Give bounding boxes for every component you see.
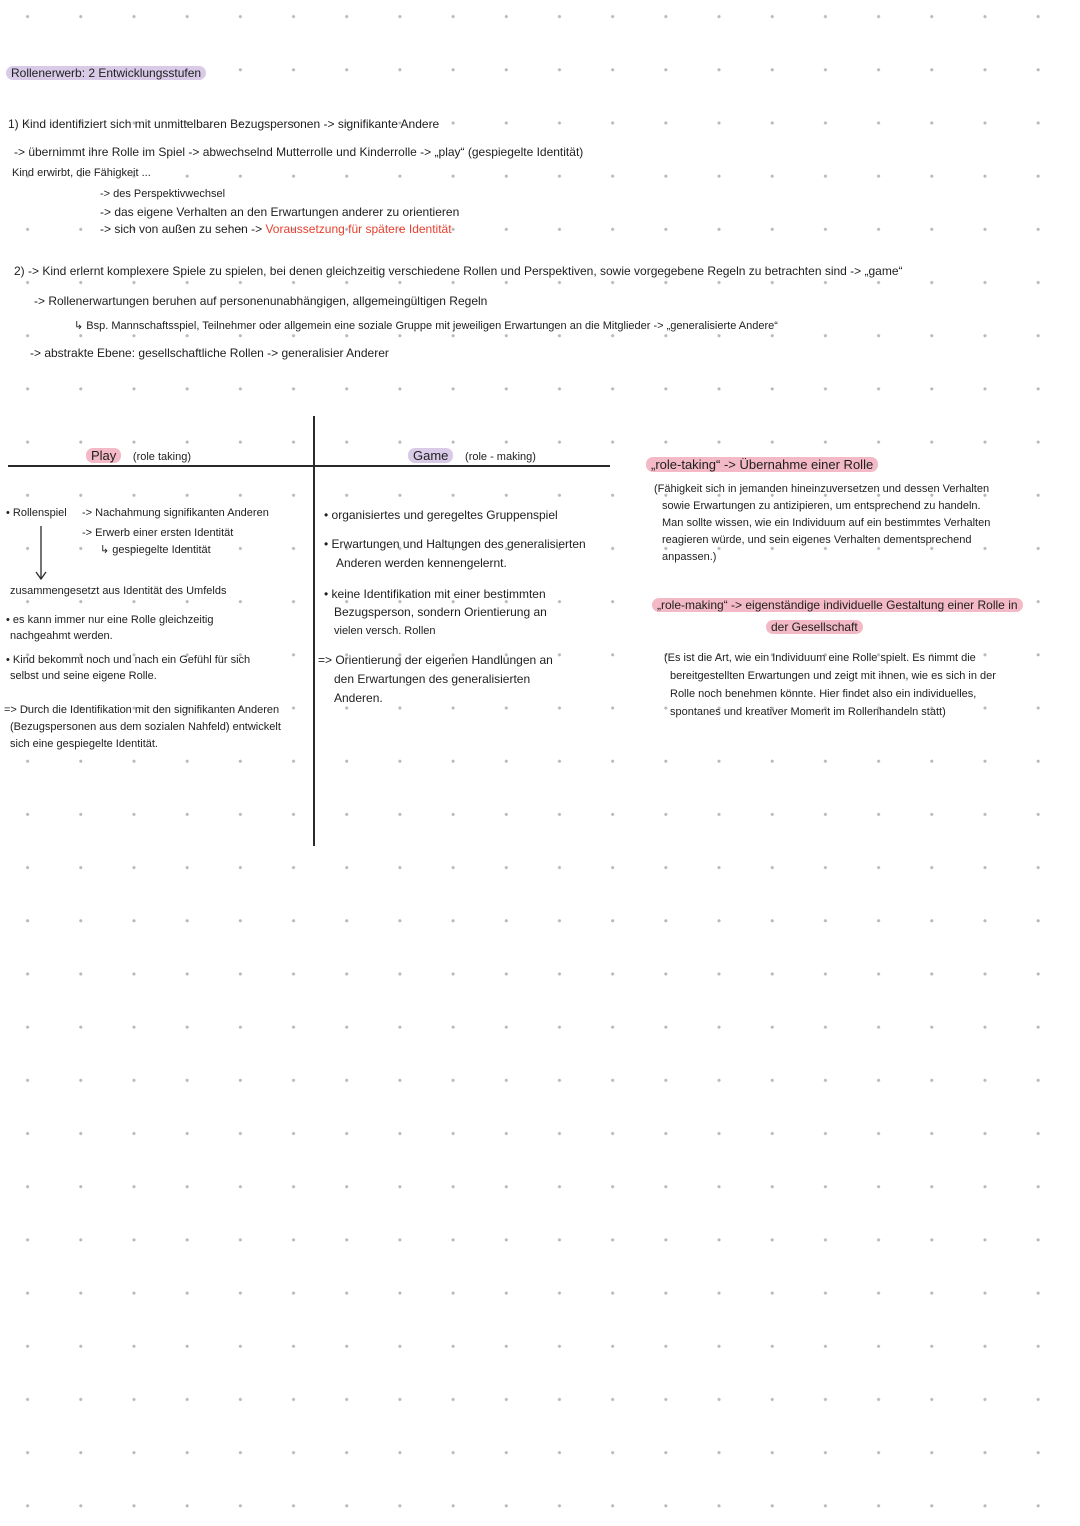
play-roleplay-label: • Rollenspiel [6,507,67,519]
s2-line-3: ↳ Bsp. Mannschaftsspiel, Teilnehmer oder allgemein eine soziale Gruppe mit jeweiligen Erwartungen an die Mitglieder -> „generalisierte Andere“ [74,320,778,332]
game-header [408,448,536,465]
role-making-line-3: Rolle noch benehmen könnte. Hier findet also ein individuelles, [670,688,977,700]
s1-line-2: -> übernimmt ihre Rolle im Spiel -> abwechselnd Mutterrolle und Kinderrolle -> „play“ (gespiegelte Identität) [14,145,584,159]
play-sub-label: (role taking) [132,451,191,463]
s1-bullet-2: -> das eigene Verhalten an den Erwartungen anderer zu orientieren [100,205,460,219]
game-orientation-b: den Erwartungen des generalisierten [334,672,531,686]
s1-prerequisite-note: Voraussetzung für spätere Identität [265,222,452,236]
play-feeling-a: • Kind bekommt noch und nach ein Gefühl für sich [6,654,251,666]
game-sub-label: (role - making) [465,451,536,463]
role-taking-line-3: Man sollte wissen, wie ein Individuum auf ein bestimmtes Verhalten [662,517,991,529]
down-arrow-icon [34,524,48,582]
play-one-role-a: • es kann immer nur eine Rolle gleichzeitig [6,614,214,626]
role-taking-title [646,457,878,473]
s1-bullet-3-text: -> sich von außen zu sehen -> [100,222,263,236]
title-text: Rollenerwerb: 2 Entwicklungsstufen [6,66,206,80]
s2-line-2: -> Rollenerwartungen beruhen auf personenunabhängigen, allgemeingültigen Regeln [34,294,488,308]
play-label: Play [86,448,121,463]
role-taking-line-1: (Fähigkeit sich in jemanden hineinzuversetzen und dessen Verhalten [654,483,990,495]
s2-line-4: -> abstrakte Ebene: gesellschaftliche Rollen -> generalisier Anderer [30,346,389,360]
role-taking-line-2: sowie Erwartungen zu antizipieren, um entsprechend zu handeln. [662,500,981,512]
table-horizontal-divider [8,465,610,467]
s1-bullet-1: -> des Perspektivwechsel [100,188,226,200]
role-making-line-2: bereitgestellten Erwartungen und zeigt mit ihnen, wie es sich in der [670,670,996,682]
role-making-title-b-text: der Gesellschaft [766,620,863,634]
role-making-title-b [766,620,863,635]
role-making-title-a-text: „role-making“ -> eigenständige individuelle Gestaltung einer Rolle in [652,598,1023,612]
s1-bullet-3 [100,222,452,237]
play-feeling-b: selbst und seine eigene Rolle. [10,670,157,682]
game-expectations-b: Anderen werden kennengelernt. [336,556,507,570]
play-composed: zusammengesetzt aus Identität des Umfelds [10,585,227,597]
role-making-title-a [652,598,1023,613]
role-taking-line-4: reagieren würde, und sein eigenes Verhalten dementsprechend [662,534,972,546]
play-roleplay-a: -> Nachahmung signifikanten Anderen [82,507,269,519]
game-no-identification-c: vielen versch. Rollen [334,625,436,637]
role-taking-title-text: „role-taking“ -> Übernahme einer Rolle [646,457,878,472]
page-title [6,66,206,81]
play-header [86,448,191,465]
role-making-line-1: (Es ist die Art, wie ein Individuum eine Rolle spielt. Es nimmt die [664,652,976,664]
game-no-identification-b: Bezugsperson, sondern Orientierung an [334,605,547,619]
play-one-role-b: nachgeahmt werden. [10,630,113,642]
s1-line-3: Kind erwirbt, die Fähigkeit ... [12,167,151,179]
role-taking-line-5: anpassen.) [662,551,717,563]
game-orientation-c: Anderen. [334,691,383,705]
play-conclusion-a: => Durch die Identifikation mit den signifikanten Anderen [4,704,280,716]
play-roleplay-c: ↳ gespiegelte Identität [100,544,211,556]
game-expectations-a: • Erwartungen und Haltungen des generalisierten [324,537,586,551]
play-conclusion-c: sich eine gespiegelte Identität. [10,738,158,750]
game-no-identification-a: • keine Identifikation mit einer bestimmten [324,587,546,601]
play-roleplay-b: -> Erwerb einer ersten Identität [82,527,234,539]
game-orientation-a: => Orientierung der eigenen Handlungen an [318,653,553,667]
table-vertical-divider [313,416,315,846]
s1-line-1: 1) Kind identifiziert sich mit unmittelbaren Bezugspersonen -> signifikante Andere [8,117,440,131]
s2-line-1: 2) -> Kind erlernt komplexere Spiele zu spielen, bei denen gleichzeitig verschiedene Rollen und Perspektiven, sowie vorgegebene Regeln zu betrachten sind -> „game“ [14,264,903,278]
game-organized: • organisiertes und geregeltes Gruppenspiel [324,508,558,522]
game-label: Game [408,448,453,463]
role-making-line-4: spontanes und kreativer Moment im Rollenhandeln statt) [670,706,946,718]
play-conclusion-b: (Bezugspersonen aus dem sozialen Nahfeld) entwickelt [10,721,281,733]
